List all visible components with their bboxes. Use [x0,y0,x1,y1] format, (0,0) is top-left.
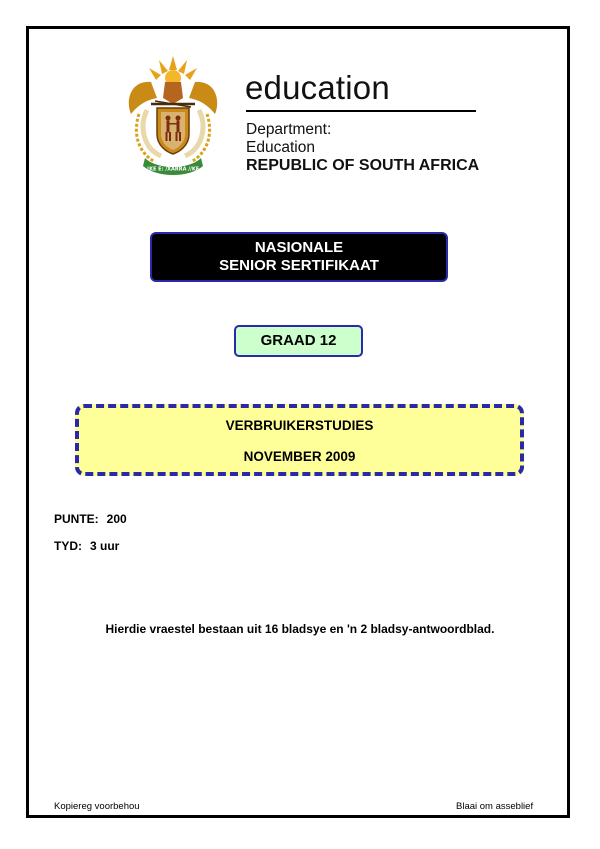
page-count-note: Hierdie vraestel bestaan uit 16 bladsye en 'n 2 bladsy-antwoordblad. [105,622,495,636]
subject-title: VERBRUIKERSTUDIES [225,418,374,433]
turn-over-footer: Blaai om asseblief [456,801,534,812]
certificate-title-line2: SENIOR SERTIFIKAAT [219,257,379,274]
marks-value: 200 [106,512,127,526]
motto-text: !KE E: /XARRA //KE [146,166,200,173]
marks-row [54,512,127,526]
time-value: 3 uur [90,539,120,553]
brand-wordmark: education [245,69,390,106]
department-label: Department: [246,121,332,138]
exam-session: NOVEMBER 2009 [243,449,356,464]
country-name: REPUBLIC OF SOUTH AFRICA [246,157,480,174]
right-wing [189,82,217,114]
department-name: Education [246,139,315,156]
sun-rays [149,56,197,86]
header-divider [246,110,476,112]
marks-label: PUNTE: [54,512,99,526]
certificate-title-line1: NASIONALE [254,239,344,256]
subject-box [75,404,524,476]
grade-badge: GRAAD 12 [234,325,363,357]
bird-body [163,82,183,104]
left-wing [129,82,157,114]
copyright-footer: Kopiereg voorbehou [54,801,140,812]
south-africa-coat-of-arms-icon [121,52,225,180]
time-row [54,539,119,553]
time-label: TYD: [54,539,82,553]
certificate-title-box [150,232,448,282]
